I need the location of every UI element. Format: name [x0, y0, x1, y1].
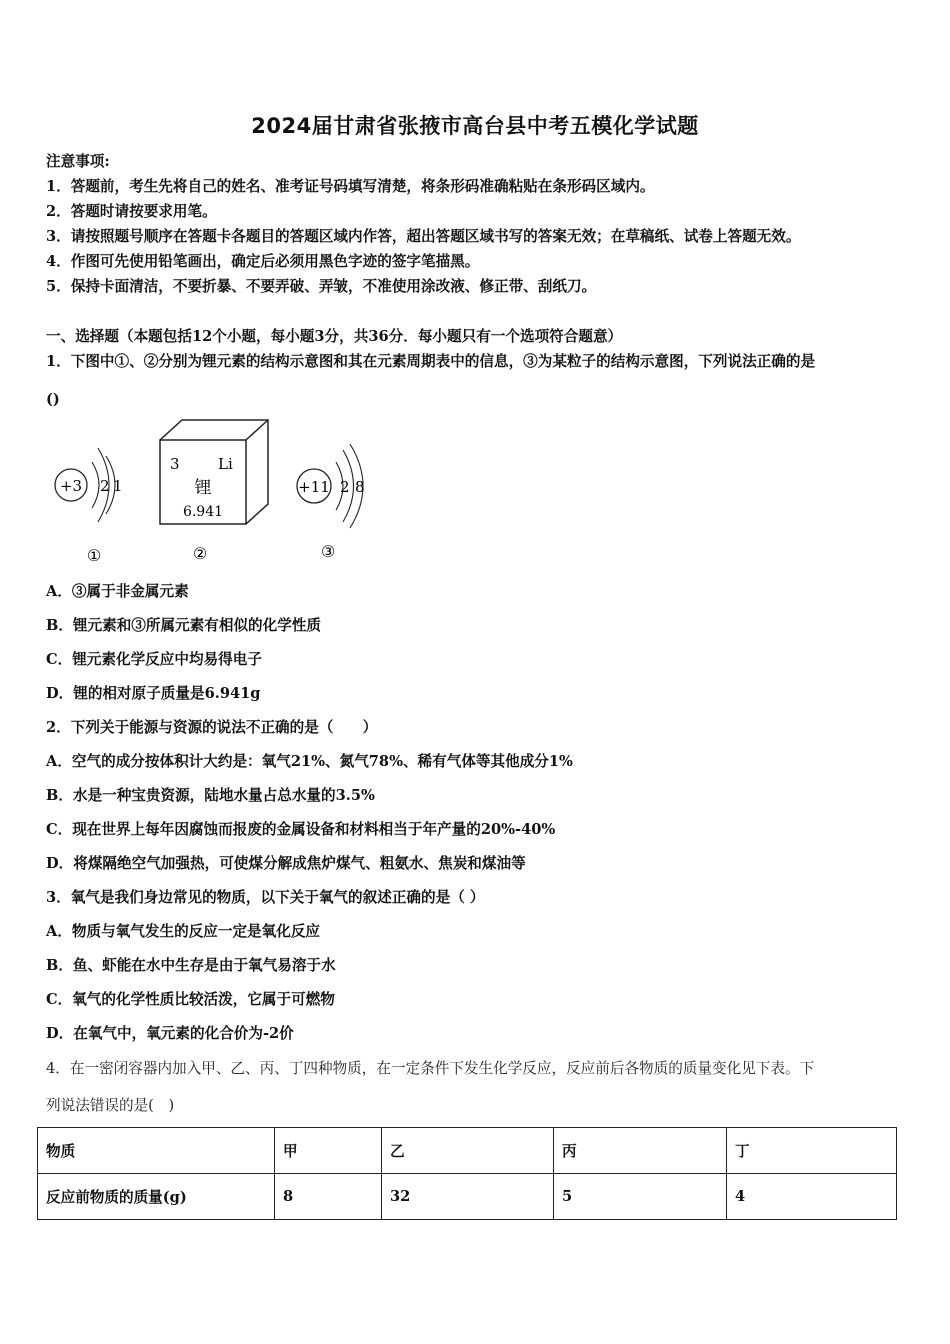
question-2-option-b[interactable]: B．水是一种宝贵资源，陆地水量占总水量的3.5%: [46, 787, 375, 804]
notice-item: 5．保持卡面清洁，不要折暴、不要弄破、弄皱，不准使用涂改液、修正带、刮纸刀。: [46, 278, 597, 295]
table-header-cell: 乙: [382, 1128, 554, 1174]
atom-structure-1: [55, 448, 123, 522]
atom-structure-3: [297, 444, 365, 528]
notice-item: 1．答题前，考生先将自己的姓名、准考证号码填写清楚，将条形码准确粘贴在条形码区域内。: [46, 178, 655, 195]
question-2-stem: 2．下列关于能源与资源的说法不正确的是（ ）: [46, 719, 378, 736]
notice-item: 4．作图可先使用铅笔画出，确定后必须用黑色字迹的签字笔描黑。: [46, 253, 480, 270]
table-header-cell: 丙: [554, 1128, 727, 1174]
cell-atomic-mass: 6.941: [182, 504, 224, 520]
cell-atomic-number: 3: [170, 455, 180, 473]
question-3-option-c[interactable]: C．氧气的化学性质比较活泼，它属于可燃物: [46, 991, 335, 1008]
table-row: [38, 1174, 897, 1220]
question-1-paren: (): [46, 391, 60, 408]
atom1-shell1-electrons: 2: [100, 477, 110, 495]
question-2-option-c[interactable]: C．现在世界上每年因腐蚀而报废的金属设备和材料相当于年产量的20%-40%: [46, 821, 556, 838]
atom3-nucleus-charge: +11: [298, 478, 330, 496]
table-cell: 5: [554, 1174, 727, 1220]
question-2-option-d[interactable]: D．将煤隔绝空气加强热，可使煤分解成焦炉煤气、粗氨水、焦炭和煤油等: [46, 855, 526, 872]
table-header-cell: 甲: [275, 1128, 382, 1174]
periodic-cell: [160, 420, 268, 524]
table-header-cell: 丁: [727, 1128, 897, 1174]
table-cell: 32: [382, 1174, 554, 1220]
figure-label-1: ①: [86, 546, 102, 565]
section-heading: 一、选择题（本题包括12个小题，每小题3分，共36分．每小题只有一个选项符合题意）: [46, 328, 623, 345]
question-1-figure: [40, 412, 400, 572]
question-1-stem: 1．下图中①、②分别为锂元素的结构示意图和其在元素周期表中的信息，③为某粒子的结构示意图，下列说法正确的是: [46, 353, 816, 370]
page-title: 2024届甘肃省张掖市高台县中考五模化学试题: [251, 114, 699, 138]
question-4-stem-continued: 列说法错误的是( ): [46, 1097, 175, 1114]
notice-item: 2．答题时请按要求用笔。: [46, 203, 217, 220]
table-header-row: [38, 1128, 897, 1174]
notice-item: 3．请按照题号顺序在答题卡各题目的答题区域内作答，超出答题区域书写的答案无效；在草稿纸、试卷上答题无效。: [46, 228, 801, 245]
figure-label-3: ③: [320, 542, 336, 561]
atom1-nucleus-charge: +3: [59, 477, 83, 495]
question-1-option-c[interactable]: C．锂元素化学反应中均易得电子: [46, 651, 262, 668]
atom3-shell1-electrons: 2: [340, 478, 350, 496]
notice-heading: 注意事项:: [46, 153, 110, 170]
atom1-shell2-electrons: 1: [113, 477, 123, 495]
figure-label-2: ②: [192, 544, 208, 563]
cell-symbol: Li: [218, 455, 233, 473]
table-cell: 4: [727, 1174, 897, 1220]
question-2-option-a[interactable]: A．空气的成分按体积计大约是：氧气21%、氮气78%、稀有气体等其他成分1%: [46, 753, 573, 770]
question-3-option-a[interactable]: A．物质与氧气发生的反应一定是氧化反应: [46, 923, 321, 940]
question-1-option-b[interactable]: B．锂元素和③所属元素有相似的化学性质: [46, 617, 322, 634]
cell-element-name: 锂: [194, 478, 212, 498]
question-4-stem: 4．在一密闭容器内加入甲、乙、丙、丁四种物质，在一定条件下发生化学反应，反应前后各物质的质量变化见下表。下: [46, 1060, 815, 1077]
table-cell: 8: [275, 1174, 382, 1220]
mass-change-table: [37, 1127, 897, 1220]
table-header-cell: 物质: [38, 1128, 275, 1174]
question-1-option-a[interactable]: A．③属于非金属元素: [46, 583, 189, 600]
question-1-option-d[interactable]: D．锂的相对原子质量是6.941g: [46, 685, 261, 702]
question-3-stem: 3．氧气是我们身边常见的物质，以下关于氧气的叙述正确的是（ ）: [46, 889, 485, 906]
atom3-shell2-electrons: 8: [355, 478, 365, 496]
table-cell: 反应前物质的质量(g): [38, 1174, 275, 1220]
question-3-option-d[interactable]: D．在氧气中，氧元素的化合价为-2价: [46, 1025, 294, 1042]
question-3-option-b[interactable]: B．鱼、虾能在水中生存是由于氧气易溶于水: [46, 957, 336, 974]
